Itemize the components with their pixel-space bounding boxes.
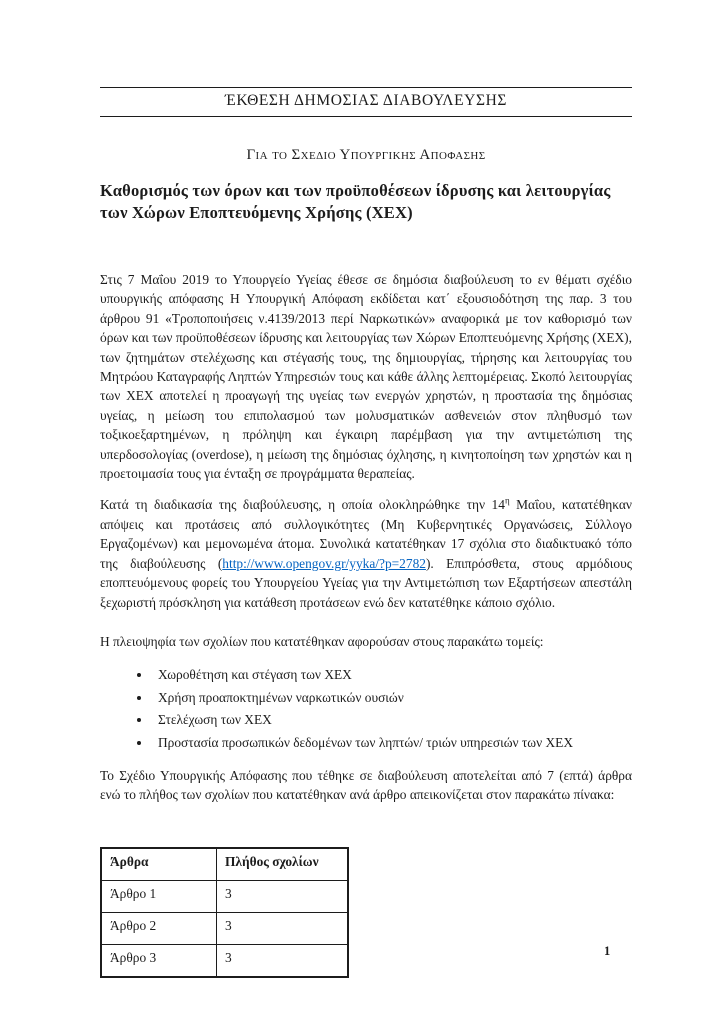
paragraph-consultation-text-1: Κατά τη διαδικασία της διαβούλευσης, η οποία ολοκληρώθηκε την 14 [100,497,505,513]
paragraph-consultation-text-2: Μαΐου, κατατέθηκαν απόψεις και προτάσεις από συλλογικότητες (Μη Κυβερνητικές Οργανώσεις, Σύλλογο Εργαζομένων) και μεμονωμένα άτομα. Συνολικά κατατέθηκαν 17 σχόλια στο διαδικτυακό τόπο της διαβούλευσης ( [100,497,632,571]
table-cell-article: Άρθρο 2 [101,912,217,944]
document-subtitle: Για το Σχεδιο Υπουργικης Αποφασης [246,147,486,163]
table-cell-count: 3 [217,944,349,977]
document-content [100,0,632,978]
table-row [101,912,348,944]
table-cell-article: Άρθρο 1 [101,880,217,912]
document-title: ΈΚΘΕΣΗ ΔΗΜΟΣΙΑΣ ΔΙΑΒΟΥΛΕΥΣΗΣ [224,92,507,109]
table-row [101,944,348,977]
topics-list [100,665,632,752]
consultation-link[interactable]: http://www.opengov.gr/yyka/?p=2782 [222,555,426,571]
paragraph-consultation [100,495,632,611]
table-cell-count: 3 [217,912,349,944]
table-header-count: Πλήθος σχολίων [217,848,349,881]
table-header-row [101,848,348,881]
document-title-block [100,87,632,117]
table-header-articles: Άρθρα [101,848,217,881]
list-item: • Στελέχωση των ΧΕΧ [152,710,632,729]
page-number: 1 [604,944,611,958]
paragraph-articles: Το Σχέδιο Υπουργικής Απόφασης που τέθηκε σε διαβούλευση αποτελείται από 7 (επτά) άρθρα ενώ το πλήθος των σχολίων που κατατέθηκαν ανά άρθρο απεικονίζεται στον παρακάτω πίνακα: [100,767,632,803]
paragraph-consultation-text-3: ). Επιπρόσθετα, στους αρμόδιους εποπτευόμενους φορείς του Υπουργείου Υγείας για την Αντιμετώπιση των Εξαρτήσεων απεστάλη ξεχωριστή πρόσκληση για κατάθεση προτάσεων ενώ δεν κατατέθηκε κάποιο σχόλιο. [100,555,632,610]
table-row [101,880,348,912]
comments-table [100,847,349,978]
table-cell-count: 3 [217,880,349,912]
table-cell-article: Άρθρο 3 [101,944,217,977]
paragraph-intro: Στις 7 Μαΐου 2019 το Υπουργείο Υγείας έθεσε σε δημόσια διαβούλευση το εν θέματι σχέδιο υπουργικής απόφασης Η Υπουργική Απόφαση εκδίδεται κατ΄ εξουσιοδότηση της παρ. 3 του άρθρου 91 «Τροποποιήσεις ν.4139/2013 περί Ναρκωτικών» αναφορικά με τον καθορισμό των όρων και των προϋποθέσεων ίδρυσης και λειτουργίας των Χώρων Εποπτευόμενης Χρήσης (ΧΕΧ), των ζητημάτων στελέχωσης και στέγασής τους, της δημιουργίας, τήρησης και λειτουργίας του Μητρώου Καταγραφής Ληπτών Υπηρεσιών τους και κάθε άλλης λεπτομέρειας. Σκοπό λειτουργίας των ΧΕΧ αποτελεί η προαγωγή της υγείας των ενεργών χρηστών, η προστασία της δημόσιας υγείας, η μείωση του επιπολασμού των μολυσματικών ασθενειών στον πληθυσμό των τοξικοεξαρτημένων, η πρόληψη και έγκαιρη παρέμβαση για την αντιμετώπιση της υπερδοσολογίας (overdose), η μείωση της δημόσιας όχλησης, η κινητοποίηση των χρηστών και η προετοιμασία τους για ένταξη σε προγράμματα θεραπείας. [100,272,632,482]
document-heading: Καθορισμός των όρων και των προϋποθέσεων ίδρυσης και λειτουργίας των Χώρων Εποπτευόμενης Χρήσης (ΧΕΧ) [100,181,611,222]
list-item: • Προστασία προσωπικών δεδομένων των ληπτών/ τριών υπηρεσιών των ΧΕΧ [152,733,632,752]
list-item: • Χρήση προαποκτημένων ναρκωτικών ουσιών [152,688,632,707]
list-intro: Η πλειοψηφία των σχολίων που κατατέθηκαν αφορούσαν στους παρακάτω τομείς: [100,633,544,649]
list-item: • Χωροθέτηση και στέγαση των ΧΕΧ [152,665,632,684]
ordinal-superscript: η [504,496,510,506]
